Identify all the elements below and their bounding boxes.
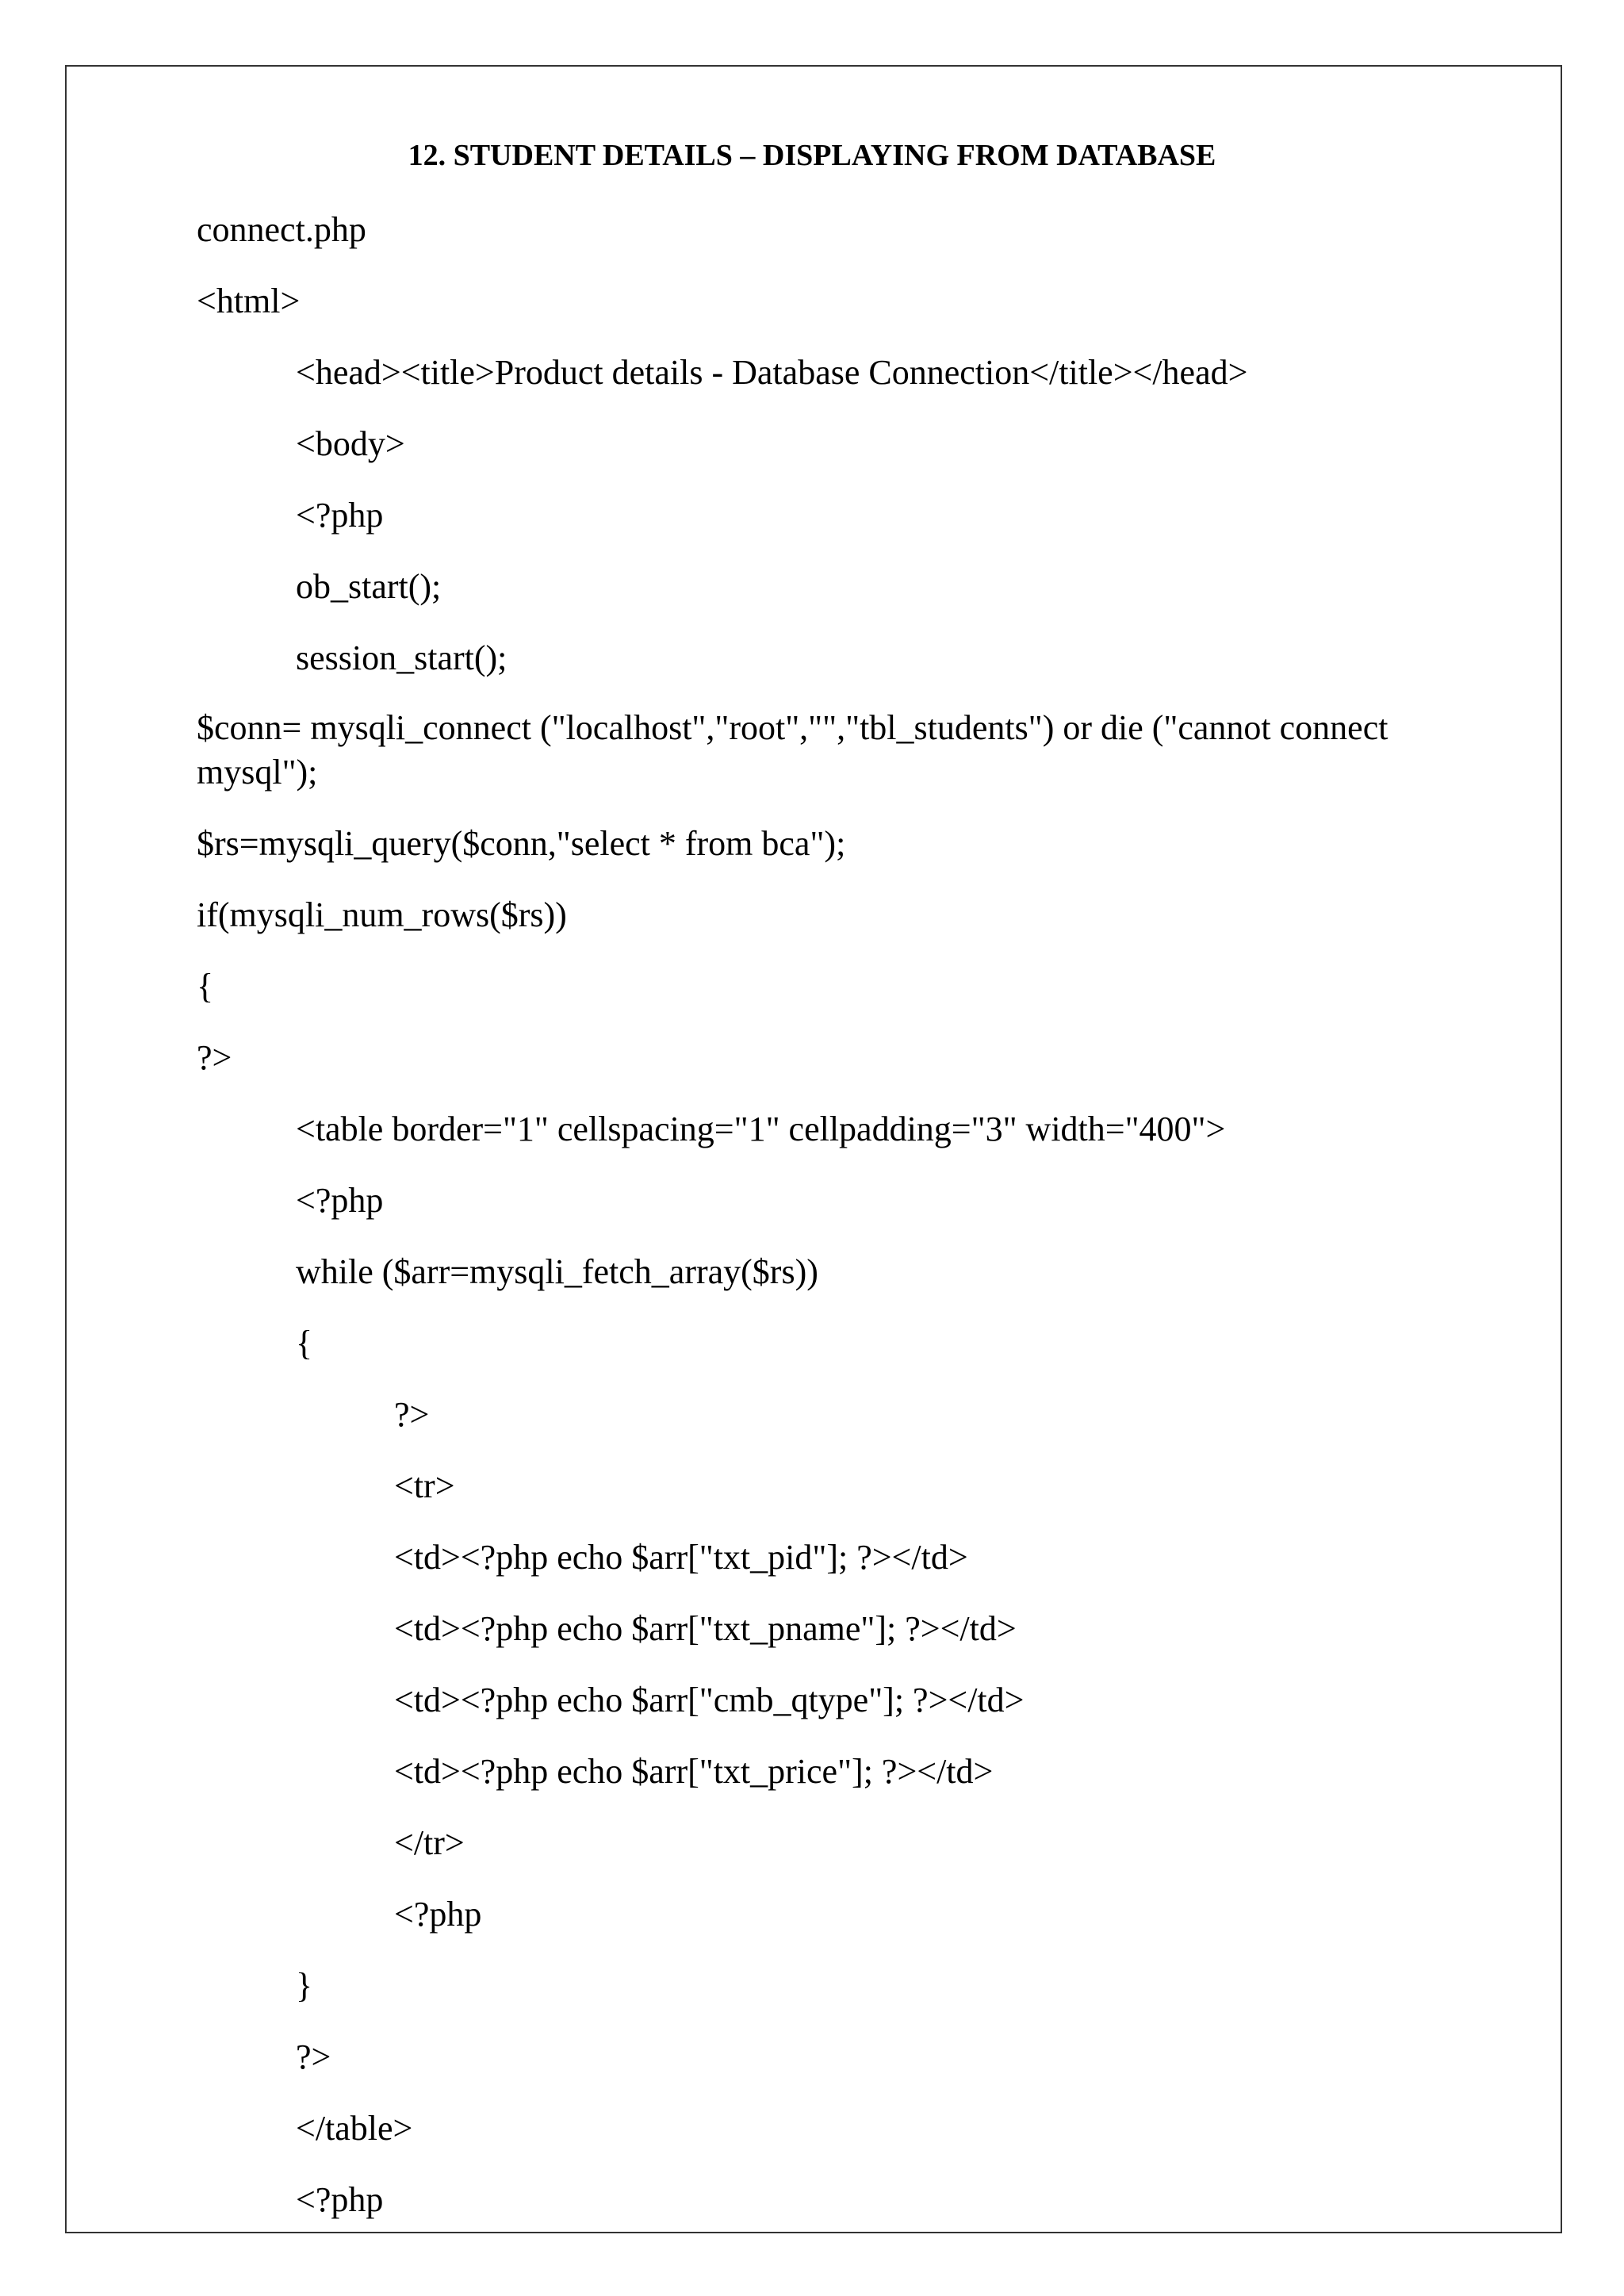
- code-line: }: [296, 1966, 313, 2005]
- code-line: ob_start();: [296, 567, 442, 606]
- code-line: </table>: [296, 2109, 413, 2148]
- code-line-wrapped: $conn= mysqli_connect ("localhost","root","","tbl_students") or die ("cannot connect mysql");: [197, 708, 1388, 792]
- code-line: ?>: [296, 2037, 331, 2076]
- code-line: <head><title>Product details - Database Connection</title></head>: [296, 353, 1248, 392]
- code-line: </tr>: [394, 1823, 465, 1862]
- code-line: <td><?php echo $arr["txt_pid"]; ?></td>: [394, 1538, 968, 1577]
- code-line: session_start();: [296, 638, 508, 677]
- code-line: <?php: [296, 1181, 384, 1220]
- code-line: <td><?php echo $arr["txt_pname"]; ?></td>: [394, 1609, 1017, 1648]
- code-line: <td><?php echo $arr["cmb_qtype"]; ?></td>: [394, 1681, 1025, 1719]
- code-line: {: [197, 967, 214, 1006]
- code-line: ?>: [394, 1395, 430, 1434]
- code-line: $rs=mysqli_query($conn,"select * from bca");: [197, 824, 846, 863]
- code-line: <?php: [296, 496, 384, 535]
- code-line: <?php: [394, 1895, 482, 1934]
- code-line: while ($arr=mysqli_fetch_array($rs)): [296, 1252, 818, 1291]
- code-line-filename: connect.php: [197, 210, 366, 249]
- code-line: <html>: [197, 282, 301, 320]
- code-line: <td><?php echo $arr["txt_price"]; ?></td>: [394, 1752, 994, 1791]
- code-line: ?>: [197, 1038, 232, 1077]
- page-title: 12. STUDENT DETAILS – DISPLAYING FROM DATABASE: [408, 139, 1216, 172]
- code-line: <table border="1" cellspacing="1" cellpadding="3" width="400">: [296, 1110, 1226, 1148]
- code-line: <body>: [296, 424, 405, 463]
- code-line: <?php: [296, 2180, 384, 2219]
- code-line: if(mysqli_num_rows($rs)): [197, 895, 567, 934]
- code-line: {: [296, 1324, 313, 1363]
- code-line: <tr>: [394, 1466, 455, 1505]
